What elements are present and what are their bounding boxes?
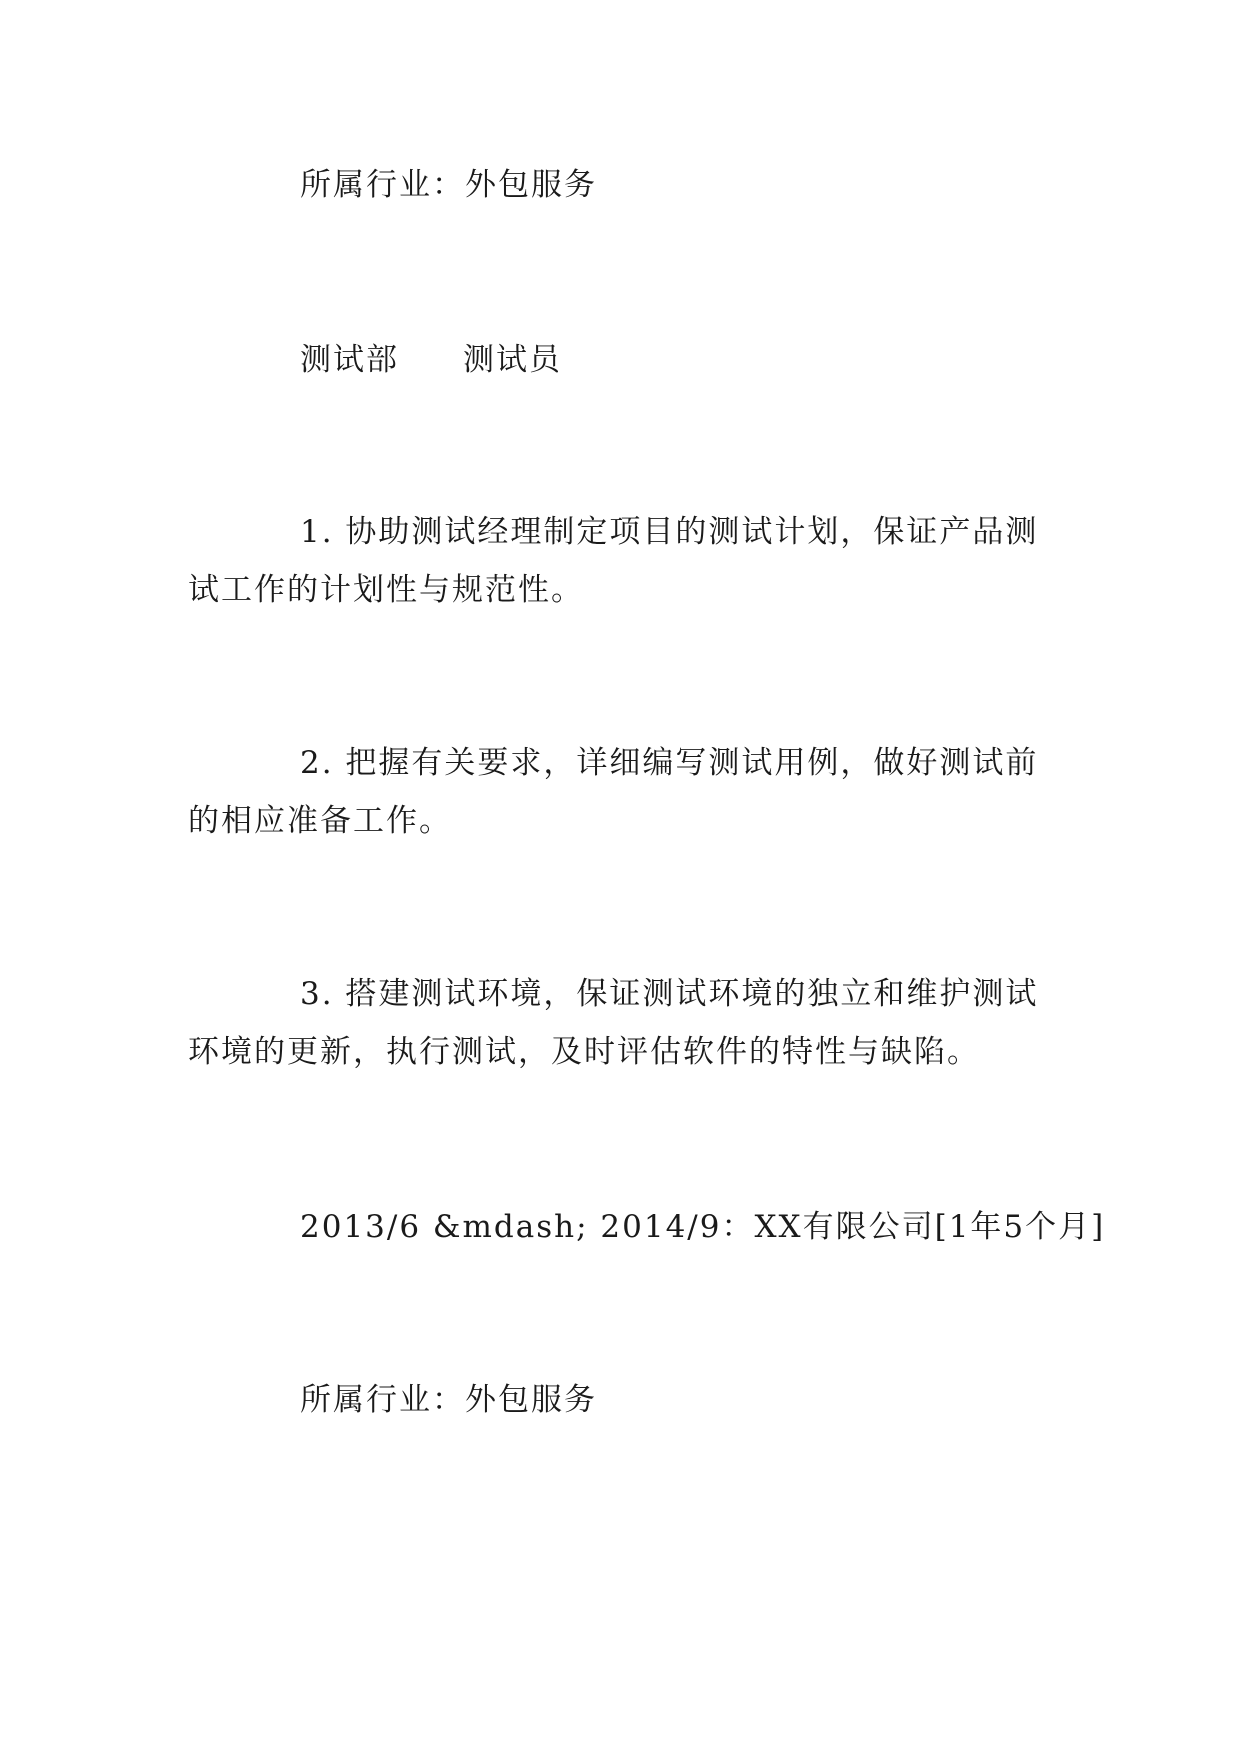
industry-line-2: 所属行业：外包服务 — [300, 1382, 597, 1418]
employment-period-line: 2013/6 &mdash; 2014/9：XX有限公司[1年5个月] — [300, 1209, 1106, 1245]
department-position-line — [300, 331, 562, 389]
position-text: 测试员 — [463, 342, 562, 378]
duty-item-3: 3. 搭建测试环境，保证测试环境的独立和维护测试环境的更新，执行测试，及时评估软件的特性与缺陷。 — [188, 976, 1039, 1070]
duty-item-2: 2. 把握有关要求，详细编写测试用例，做好测试前的相应准备工作。 — [188, 745, 1039, 839]
duty-item-1: 1. 协助测试经理制定项目的测试计划，保证产品测试工作的计划性与规范性。 — [188, 514, 1039, 608]
industry-line: 所属行业：外包服务 — [300, 167, 597, 203]
department-text: 测试部 — [300, 342, 399, 378]
